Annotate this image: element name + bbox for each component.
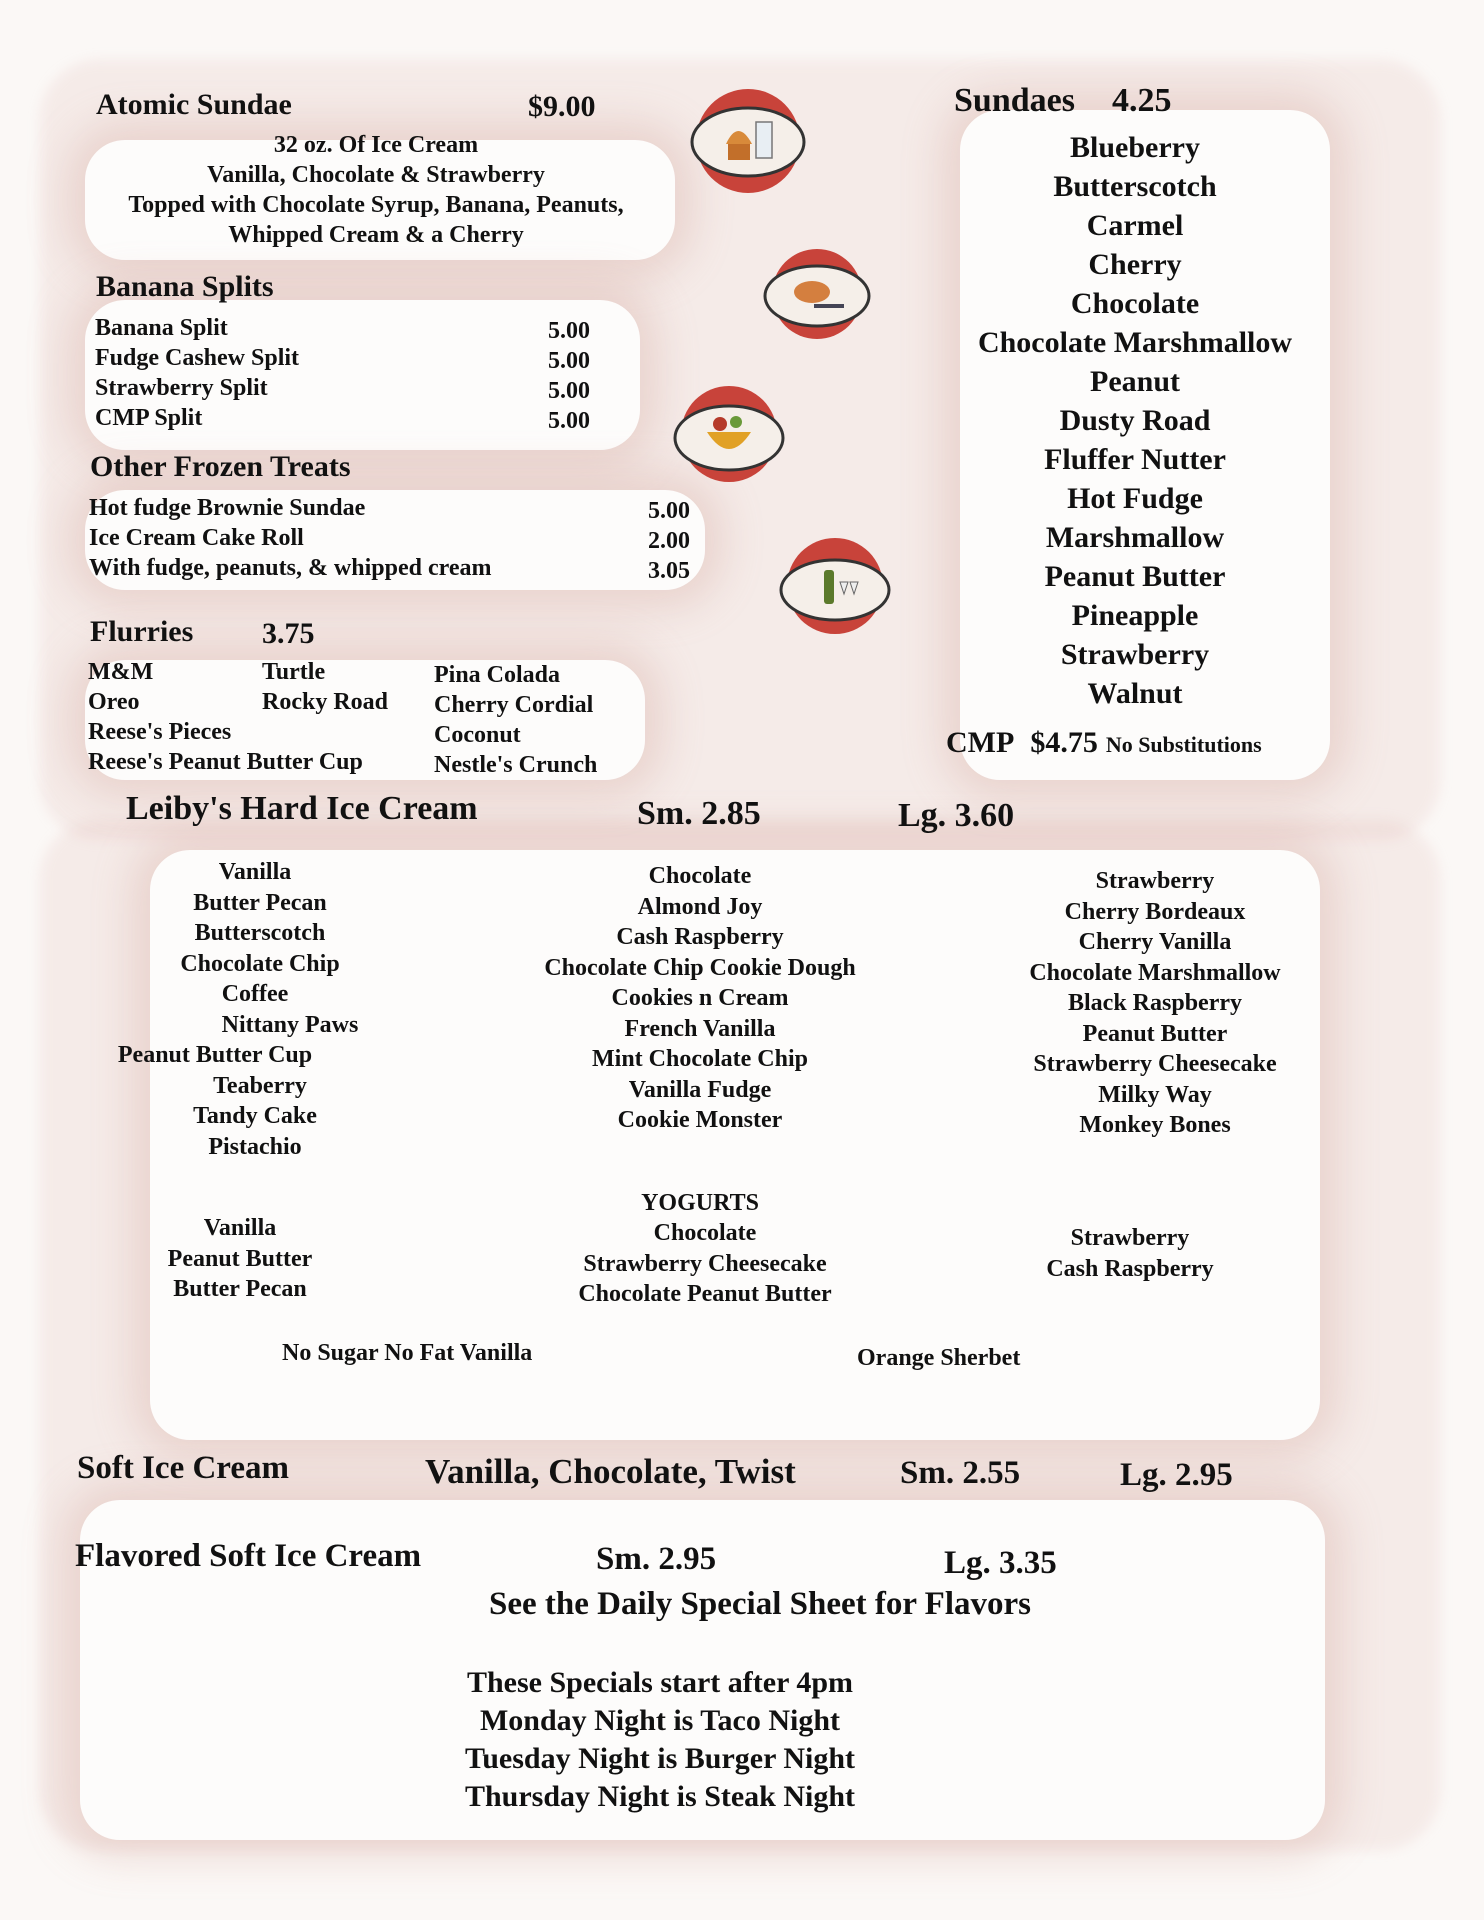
orange-sherbet: Orange Sherbet (857, 1345, 1021, 1371)
other-prices (648, 496, 690, 586)
atomic-line: 32 oz. Of Ice Cream (273, 132, 479, 158)
list-item: Chocolate (653, 1220, 757, 1246)
list-item: Chocolate Marshmallow (1029, 959, 1281, 986)
list-item: Rocky Road (262, 689, 389, 715)
specials-line: Monday Night is Taco Night (479, 1704, 841, 1737)
list-item: Chocolate Chip Cookie Dough (544, 954, 856, 981)
list-item: Peanut Butter (1044, 560, 1226, 593)
list-item: Blueberry (1070, 131, 1200, 164)
list-item: Cookie Monster (617, 1107, 783, 1133)
soft-sm-price: Sm. 2.55 (900, 1455, 1021, 1491)
food-plate-icon (762, 246, 872, 341)
list-item: Dusty Road (1059, 404, 1211, 437)
list-item: Reese's Peanut Butter Cup (88, 749, 363, 775)
hard-col2 (500, 861, 900, 1136)
list-item: Hot Fudge (1067, 482, 1203, 515)
list-item: Cherry Vanilla (1078, 929, 1232, 955)
list-item: Nestle's Crunch (434, 752, 598, 778)
atomic-price: $9.00 (528, 90, 596, 123)
specials-line: Tuesday Night is Burger Night (464, 1742, 856, 1775)
hard-sm-price: Sm. 2.85 (637, 795, 761, 832)
list-item: CMP Split (95, 405, 203, 431)
atomic-line: Topped with Chocolate Syrup, Banana, Peanuts, (128, 192, 624, 218)
banana-prices (548, 316, 590, 436)
list-item: Strawberry (1095, 868, 1215, 894)
list-item: Strawberry Cheesecake (1033, 1051, 1277, 1077)
banana-names (95, 313, 299, 433)
other-names (89, 493, 492, 583)
list-item: Oreo (88, 689, 140, 715)
list-item: Vanilla (218, 859, 292, 885)
list-item: Pina Colada (434, 662, 561, 688)
list-item: Reese's Pieces (88, 719, 232, 745)
list-item: Black Raspberry (1068, 990, 1242, 1016)
list-item: French Vanilla (624, 1015, 776, 1042)
list-item: Nittany Paws (221, 1011, 359, 1038)
flurries-col2 (262, 657, 388, 717)
soft-lg-price: Lg. 2.95 (1120, 1457, 1233, 1493)
atomic-description (96, 130, 656, 250)
list-item: With fudge, peanuts, & whipped cream (89, 555, 492, 581)
specials-list (360, 1664, 960, 1816)
list-item: Fudge Cashew Split (95, 345, 300, 371)
list-item: Chocolate Marshmallow (977, 326, 1293, 359)
list-item: Chocolate Chip (180, 950, 340, 977)
list-item: Mint Chocolate Chip (592, 1046, 808, 1072)
list-item: Monkey Bones (1079, 1112, 1231, 1138)
list-item: Cherry Bordeaux (1064, 898, 1246, 925)
list-item: Tandy Cake (193, 1103, 317, 1129)
list-item: Walnut (1087, 677, 1183, 710)
list-item: Butter Pecan (173, 1276, 307, 1302)
hard-lg-price: Lg. 3.60 (898, 797, 1015, 834)
list-item: Cash Raspberry (616, 924, 784, 950)
list-item: Ice Cream Cake Roll (89, 525, 304, 551)
list-item: Milky Way (1098, 1081, 1212, 1108)
yogurts-col1 (120, 1213, 360, 1305)
yogurts-title: YOGURTS (641, 1190, 759, 1216)
sundaes-list (940, 128, 1330, 713)
cmp-price: $4.75 (1030, 726, 1098, 759)
list-item: Butterscotch (194, 920, 326, 946)
list-item: Cherry (1088, 248, 1182, 281)
yogurts-col2 (540, 1218, 870, 1310)
list-item: Hot fudge Brownie Sundae (89, 495, 366, 521)
price: 5.00 (548, 318, 590, 344)
list-item: Coconut (434, 722, 521, 748)
atomic-line: Vanilla, Chocolate & Strawberry (207, 162, 545, 188)
list-item: Cherry Cordial (434, 692, 594, 718)
banana-title: Banana Splits (96, 270, 274, 303)
hard-col3 (1000, 866, 1310, 1141)
list-item: M&M (88, 659, 154, 685)
other-title: Other Frozen Treats (90, 450, 351, 483)
flurries-title: Flurries (90, 615, 194, 648)
list-item: Chocolate (648, 863, 752, 889)
hard-title: Leiby's Hard Ice Cream (126, 790, 478, 827)
list-item: Coffee (221, 981, 289, 1007)
atomic-line: Whipped Cream & a Cherry (228, 222, 524, 248)
list-item: Fluffer Nutter (1044, 443, 1226, 476)
list-item: Teaberry (213, 1072, 307, 1099)
sundaes-price: 4.25 (1112, 82, 1172, 119)
atomic-title: Atomic Sundae (96, 88, 292, 121)
soft-title: Soft Ice Cream (77, 1450, 289, 1486)
flavored-note: See the Daily Special Sheet for Flavors (489, 1586, 1031, 1622)
muffin-and-milk-icon (688, 86, 808, 196)
vegetable-bowl-icon (672, 384, 787, 484)
flavored-title: Flavored Soft Ice Cream (75, 1538, 422, 1574)
list-item: Strawberry (1070, 1225, 1190, 1251)
list-item: Peanut Butter Cup (117, 1042, 313, 1068)
flavored-lg-price: Lg. 3.35 (944, 1545, 1057, 1581)
cmp-note: No Substitutions (1105, 732, 1262, 757)
list-item: Vanilla (203, 1215, 277, 1241)
list-item: Pineapple (1071, 599, 1199, 632)
price: 5.00 (548, 378, 590, 404)
list-item: Butter Pecan (193, 889, 327, 916)
list-item: Almond Joy (637, 893, 763, 920)
cmp-line (946, 726, 1262, 760)
list-item: Strawberry Split (95, 375, 268, 401)
specials-line: These Specials start after 4pm (466, 1666, 854, 1699)
list-item: Peanut Butter (167, 1245, 313, 1272)
price: 2.00 (648, 528, 690, 554)
list-item: Peanut Butter (1082, 1020, 1228, 1047)
list-item: Cookies n Cream (611, 985, 789, 1011)
flavored-sm-price: Sm. 2.95 (596, 1541, 717, 1577)
list-item: Carmel (1086, 209, 1184, 242)
list-item: Cash Raspberry (1046, 1255, 1214, 1282)
cmp-label: CMP (946, 726, 1015, 759)
list-item: Peanut (1090, 365, 1180, 398)
hard-col1 (90, 857, 430, 1162)
specials-line: Thursday Night is Steak Night (464, 1780, 856, 1813)
price: 5.00 (548, 348, 590, 374)
no-sugar-vanilla: No Sugar No Fat Vanilla (282, 1340, 533, 1366)
list-item: Butterscotch (1053, 170, 1217, 203)
list-item: Pistachio (208, 1133, 302, 1160)
list-item: Strawberry (1060, 638, 1210, 671)
list-item: Marshmallow (1045, 521, 1225, 554)
price: 5.00 (648, 498, 690, 524)
price: 3.05 (648, 558, 690, 584)
list-item: Strawberry Cheesecake (583, 1250, 827, 1277)
flurries-price: 3.75 (262, 617, 315, 650)
list-item: Vanilla Fudge (628, 1076, 772, 1103)
wine-bottle-glasses-icon (778, 536, 893, 636)
list-item: Chocolate Peanut Butter (578, 1281, 832, 1307)
price: 5.00 (548, 408, 590, 434)
list-item: Turtle (262, 659, 326, 685)
list-item: Chocolate (1070, 287, 1200, 320)
sundaes-title: Sundaes (954, 82, 1075, 119)
flurries-col3 (434, 660, 597, 780)
soft-flavors: Vanilla, Chocolate, Twist (425, 1452, 796, 1491)
yogurts-col3 (1005, 1223, 1255, 1284)
list-item: Banana Split (95, 315, 228, 341)
